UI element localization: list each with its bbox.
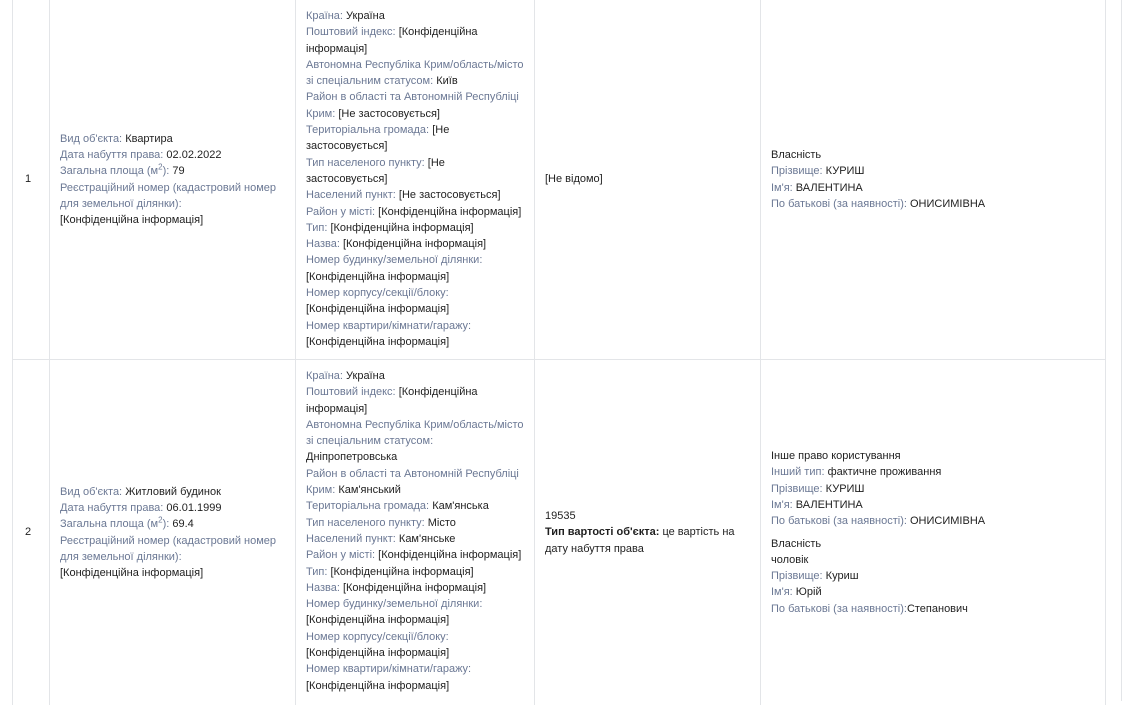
area-value: 69.4 <box>172 518 194 531</box>
address-field: Номер будинку/земельної ділянки: [Конфіденційна інформація] <box>306 598 483 627</box>
address-field: Територіальна громада: Кам'янська <box>306 500 489 513</box>
owner-field: Інший тип: фактичне проживання <box>771 466 942 479</box>
table-row <box>13 0 1105 360</box>
address-field: Номер квартири/кімнати/гаражу: [Конфіденційна інформація] <box>306 319 472 348</box>
address-cell <box>296 360 535 705</box>
object-type-label: Вид об'єкта: <box>60 485 123 498</box>
area-label: Загальна площа $(м^2)$: <box>60 162 170 178</box>
owner-relation: чоловік <box>771 553 809 566</box>
address-field: Територіальна громада: [Не застосовується] <box>306 124 450 153</box>
owner-field: Ім'я: ВАЛЕНТИНА <box>771 181 863 194</box>
row-number-cell <box>13 0 50 359</box>
cadastral-value: [Конфіденційна інформація] <box>60 567 204 580</box>
object-cell <box>50 0 296 359</box>
object-type-value: Квартира <box>125 132 173 145</box>
cadastral-label: Реєстраційний номер (кадастровий номер для земельної ділянки): <box>60 534 277 563</box>
owner-field: По батькові (за наявності): ОНИСИМІВНА <box>771 197 986 210</box>
address-field: Автономна Республіка Крим/область/місто зі спеціальним статусом: Київ <box>306 58 524 88</box>
area-value: 79 <box>172 165 185 178</box>
address-field: Тип: [Конфіденційна інформація] <box>306 565 474 578</box>
declaration-table <box>12 0 1106 705</box>
right-type: Власність <box>771 537 822 550</box>
owner-field: По батькові (за наявності):Степанович <box>771 602 968 615</box>
address-field: Район в області та Автономній Республіці Крим: [Не застосовується] <box>306 91 519 120</box>
address-field: Населений пункт: Кам'янське <box>306 532 456 545</box>
address-field: Тип населеного пункту: Місто <box>306 516 456 529</box>
address-field: Поштовий індекс: [Конфіденційна інформація] <box>306 386 478 415</box>
address-field: Автономна Республіка Крим/область/місто зі спеціальним статусом: Дніпропетровська <box>306 418 524 464</box>
address-field: Номер корпусу/секції/блоку: [Конфіденційна інформація] <box>306 630 450 660</box>
object-type-label: Вид об'єкта: <box>60 132 123 145</box>
owner-field: Ім'я: ВАЛЕНТИНА <box>771 498 863 511</box>
row-number: 1 <box>25 173 32 186</box>
table-row <box>13 360 1105 705</box>
value-cell <box>535 0 761 359</box>
owners-cell <box>761 360 1105 705</box>
address-field: Поштовий індекс: [Конфіденційна інформація] <box>306 26 478 55</box>
address-field: Номер будинку/земельної ділянки: [Конфіденційна інформація] <box>306 254 483 283</box>
acquisition-date-label: Дата набуття права: <box>60 501 164 514</box>
page-edge-divider <box>1121 0 1122 701</box>
right-type: Власність <box>771 148 822 161</box>
address-cell <box>296 0 535 359</box>
owner-field: По батькові (за наявності): ОНИСИМІВНА <box>771 515 986 528</box>
cadastral-label: Реєстраційний номер (кадастровий номер для земельної ділянки): <box>60 181 277 210</box>
address-field: Населений пункт: [Не застосовується] <box>306 189 501 202</box>
value-type-label: Тип вартості об'єкта: <box>545 526 660 539</box>
value-cell <box>535 360 761 705</box>
address-field: Район в області та Автономній Республіці Крим: Кам'янський <box>306 467 519 497</box>
owner-field: Прізвище: КУРИШ <box>771 165 865 178</box>
object-cell <box>50 360 296 705</box>
acquisition-date-label: Дата набуття права: <box>60 148 164 161</box>
address-field: Країна: Україна <box>306 10 385 22</box>
area-label: Загальна площа $(м^2)$: <box>60 515 170 531</box>
address-field: Тип населеного пункту: [Не застосовується] <box>306 156 445 185</box>
address-field: Район у місті: [Конфіденційна інформація] <box>306 205 522 218</box>
row-number: 2 <box>25 526 32 539</box>
owners-cell <box>761 0 1105 359</box>
owner-field: Ім'я: Юрій <box>771 586 822 599</box>
acquisition-date-value: 06.01.1999 <box>166 501 222 514</box>
address-field: Тип: [Конфіденційна інформація] <box>306 221 474 234</box>
owner-field: Прізвище: КУРИШ <box>771 482 865 495</box>
address-field: Номер квартири/кімнати/гаражу: [Конфіденційна інформація] <box>306 663 472 692</box>
address-field: Назва: [Конфіденційна інформація] <box>306 238 487 251</box>
acquisition-date-value: 02.02.2022 <box>166 148 222 161</box>
address-field: Район у місті: [Конфіденційна інформація] <box>306 549 522 562</box>
address-field: Номер корпусу/секції/блоку: [Конфіденційна інформація] <box>306 287 450 316</box>
cadastral-value: [Конфіденційна інформація] <box>60 214 204 227</box>
address-field: Назва: [Конфіденційна інформація] <box>306 581 487 594</box>
row-number-cell <box>13 360 50 705</box>
object-value: [Не відомо] <box>545 173 603 186</box>
value-type-value: це вартість на дату набуття права <box>545 526 735 555</box>
right-type: Інше право користування <box>771 450 901 463</box>
object-type-value: Житловий будинок <box>125 485 221 498</box>
owner-field: Прізвище: Куриш <box>771 570 859 583</box>
address-field: Країна: Україна <box>306 370 385 382</box>
object-value: 19535 <box>545 510 576 523</box>
